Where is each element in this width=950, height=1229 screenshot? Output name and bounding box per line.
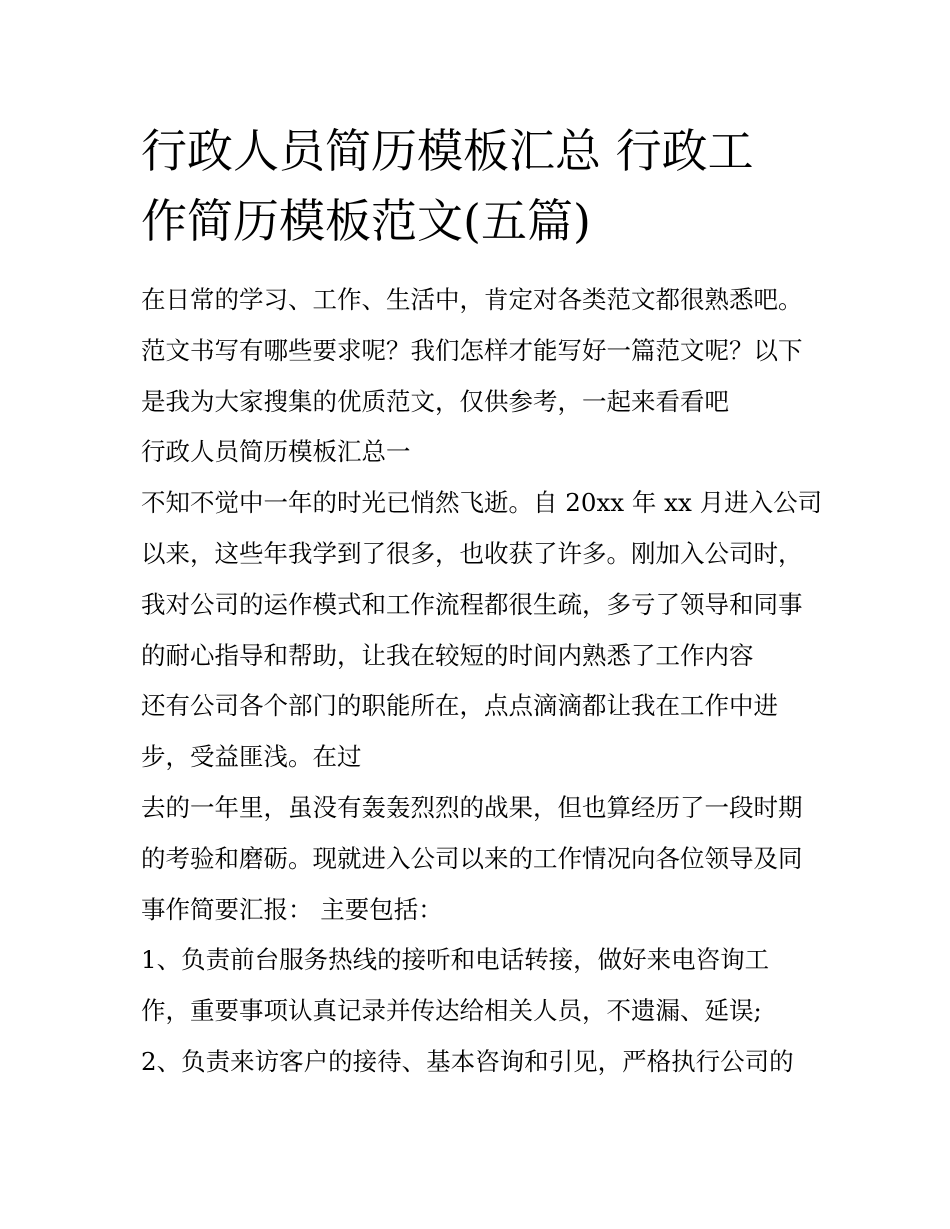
intro-line-2: 范文书写有哪些要求呢？我们怎样才能写好一篇范文呢？以下 — [141, 335, 803, 365]
list-item-1-line-2: 作，重要事项认真记录并传达给相关人员，不遗漏、延误; — [141, 996, 762, 1026]
title-line-1: 行政人员简历模板汇总 行政工 — [141, 124, 754, 178]
paragraph-line-5: 还有公司各个部门的职能所在，点点滴滴都让我在工作中进 — [141, 691, 778, 721]
paragraph-line-8: 的考验和磨砺。现就进入公司以来的工作情况向各位领导及同 — [141, 843, 803, 873]
document-body — [141, 280, 831, 1093]
paragraph-line-3: 我对公司的运作模式和工作流程都很生疏，多亏了领导和同事 — [141, 589, 803, 619]
section-heading: 行政人员简历模板汇总一 — [141, 437, 411, 467]
intro-line-1: 在日常的学习、工作、生活中，肯定对各类范文都很熟悉吧。 — [141, 285, 803, 314]
paragraph-line-9: 事作简要汇报： 主要包括： — [141, 894, 443, 924]
paragraph-line-4: 的耐心指导和帮助，让我在较短的时间内熟悉了工作内容 — [141, 640, 754, 670]
paragraph-line-7: 去的一年里，虽没有轰轰烈烈的战果，但也算经历了一段时期 — [141, 792, 803, 822]
paragraph-line-6: 步，受益匪浅。在过 — [141, 742, 362, 772]
paragraph-line-2: 以来，这些年我学到了很多，也收获了许多。刚加入公司时， — [141, 538, 803, 568]
list-item-2-line-1: 2、负责来访客户的接待、基本咨询和引见，严格执行公司的 — [141, 1046, 794, 1076]
intro-line-3: 是我为大家搜集的优质范文，仅供参考，一起来看看吧 — [141, 386, 729, 416]
title-line-2: 作简历模板范文(五篇) — [141, 194, 591, 248]
document-title — [141, 116, 821, 256]
paragraph-line-1: 不知不觉中一年的时光已悄然飞逝。自 20xx 年 xx 月进入公司 — [141, 488, 823, 518]
list-item-1-line-1: 1、负责前台服务热线的接听和电话转接，做好来电咨询工 — [141, 945, 770, 975]
